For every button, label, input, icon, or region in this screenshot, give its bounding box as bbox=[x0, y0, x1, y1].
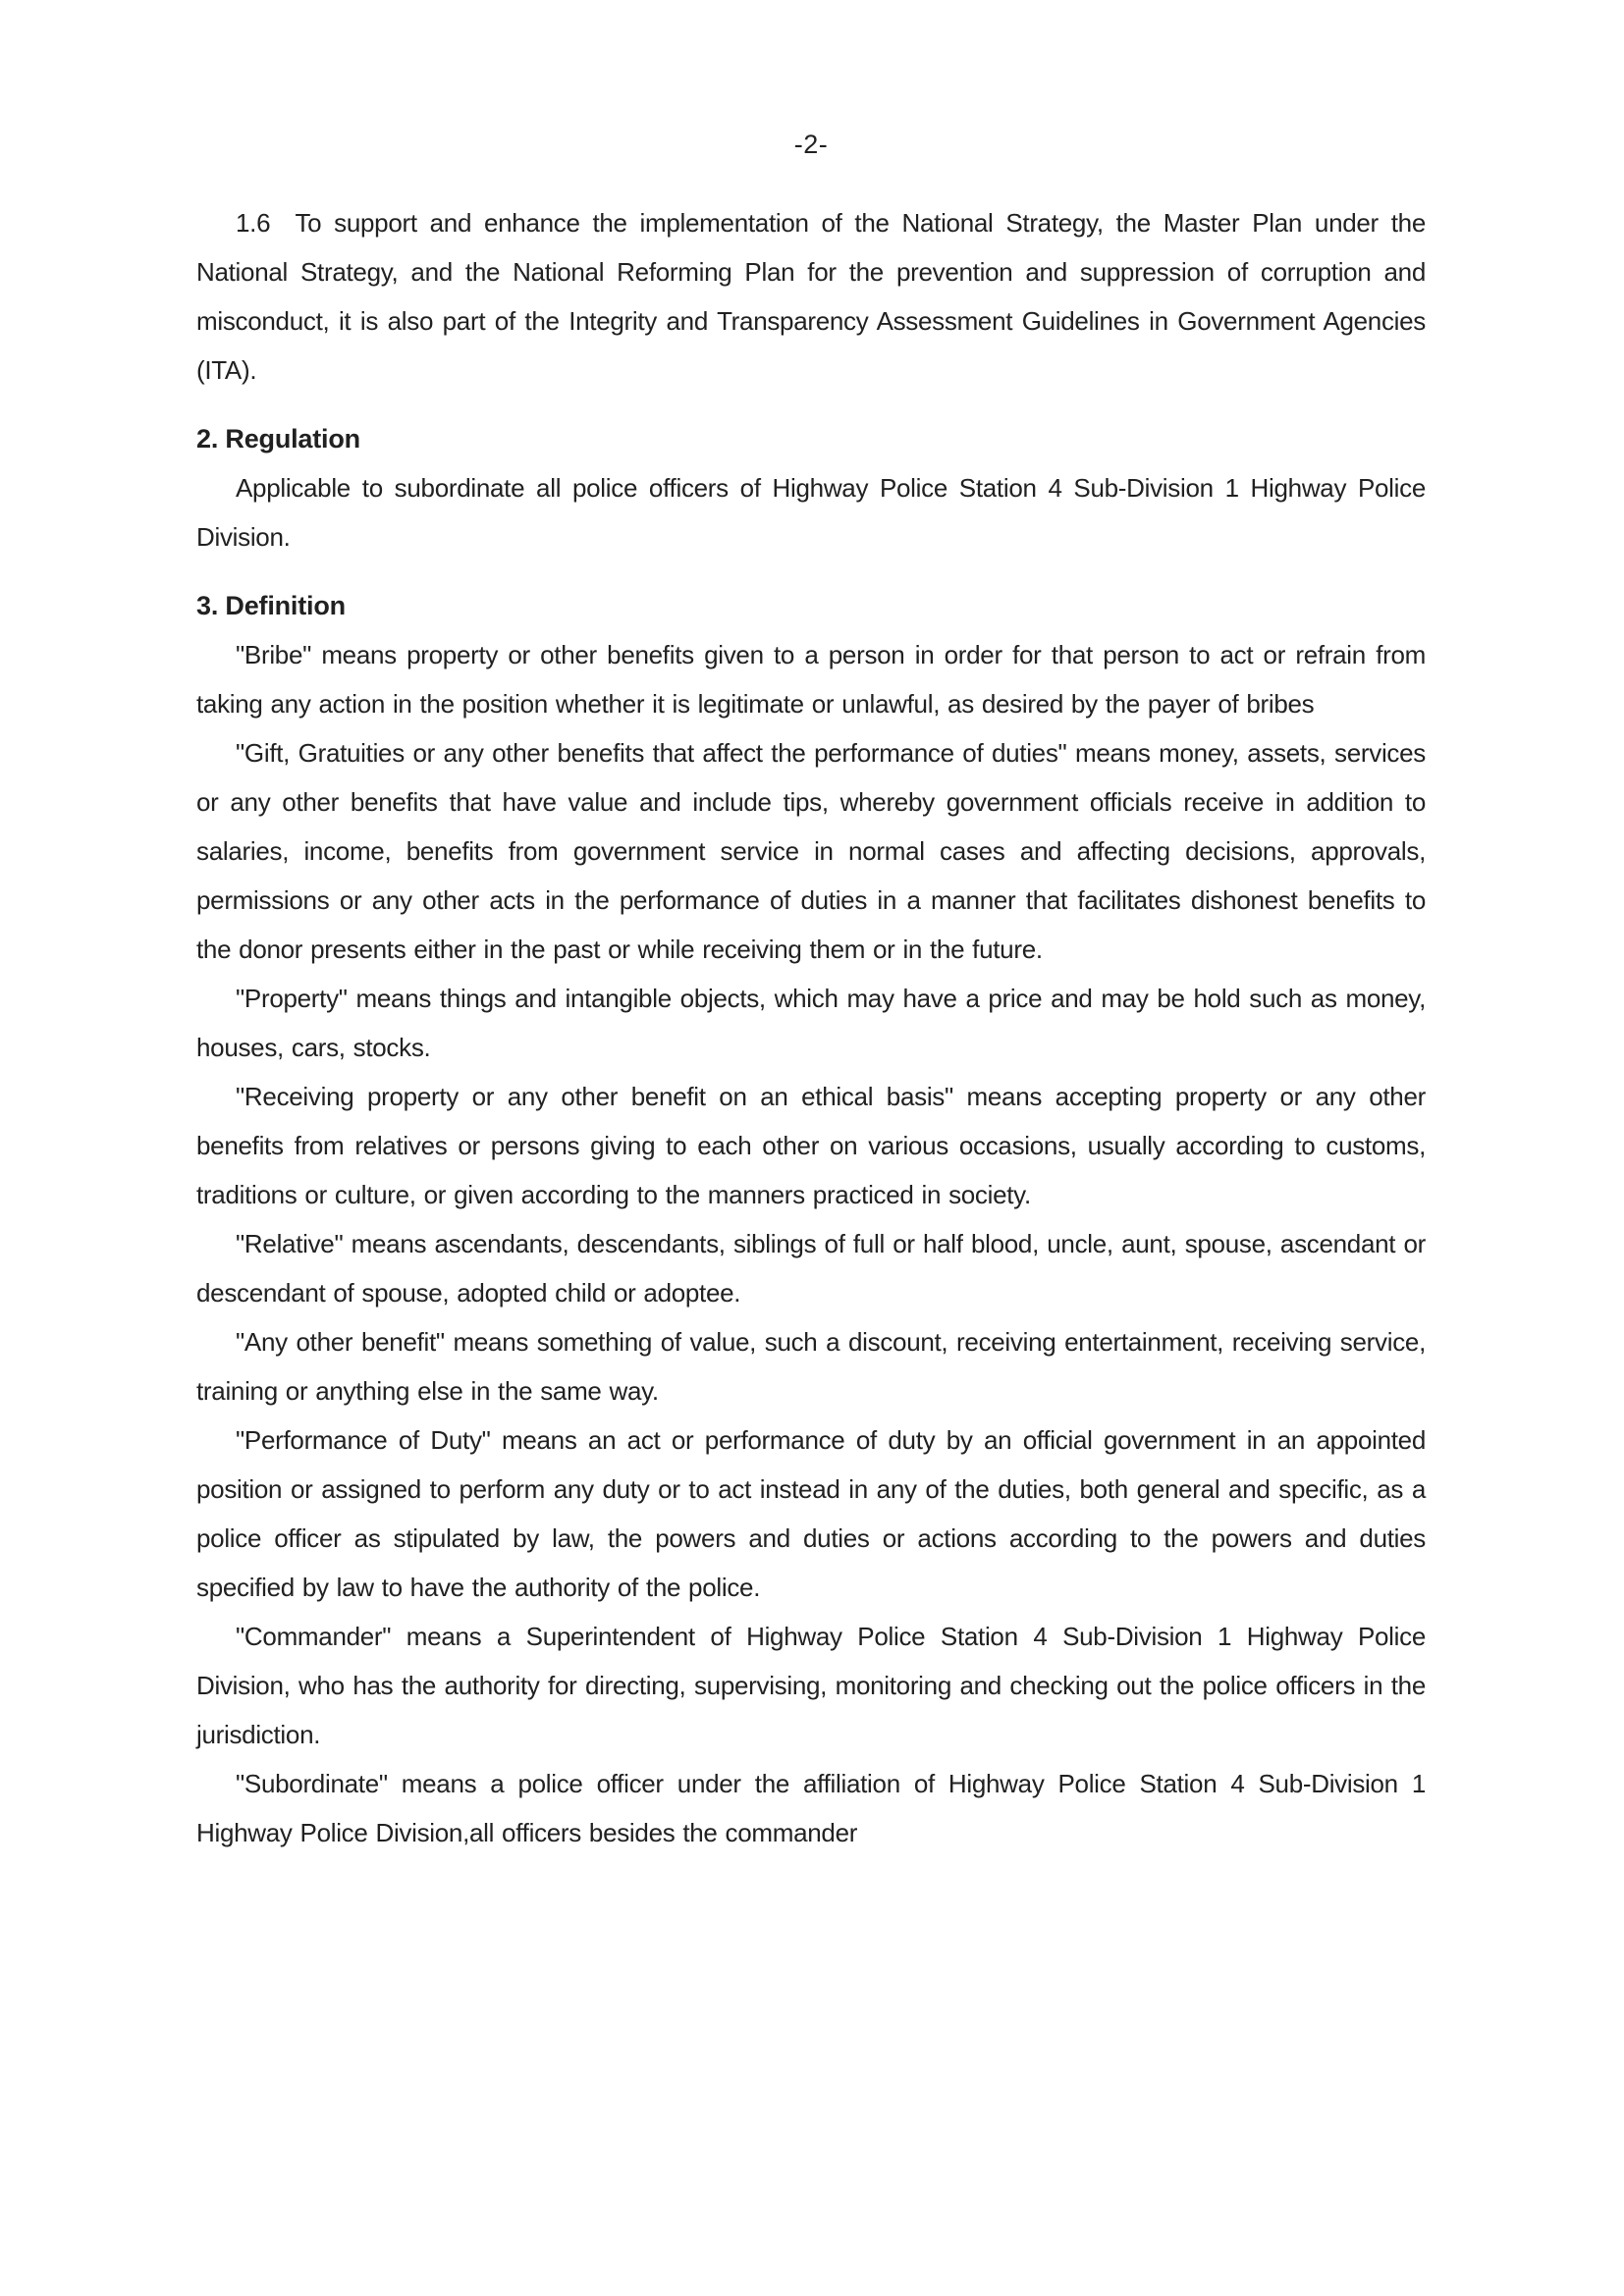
definition-gift-gratuities: "Gift, Gratuities or any other benefits that affect the performance of duties" means money, assets, services or any other benefits that have value and include tips, whereby government officials receive in addition to salaries, income, benefits from government service in normal cases and affecting decisions, approvals, permissions or any other acts in the performance of duties in a manner that facilitates dishonest benefits to the donor presents either in the past or while receiving them or in the future. bbox=[196, 738, 1426, 964]
definition-subordinate: "Subordinate" means a police officer under the affiliation of Highway Police Station 4 Sub-Division 1 Highway Police Division,all officers besides the commander bbox=[196, 1769, 1426, 1847]
paragraph-regulation-scope: Applicable to subordinate all police officers of Highway Police Station 4 Sub-Division 1 Highway Police Division. bbox=[196, 473, 1426, 552]
page-content bbox=[196, 0, 1426, 1857]
definition-receiving-property: "Receiving property or any other benefit on an ethical basis" means accepting property or any other benefits from relatives or persons giving to each other on various occasions, usually according to customs, traditions or culture, or given according to the manners practiced in society. bbox=[196, 1082, 1426, 1209]
heading-definition: 3. Definition bbox=[196, 591, 346, 620]
page-number: -2- bbox=[793, 130, 829, 159]
definition-relative: "Relative" means ascendants, descendants, siblings of full or half blood, uncle, aunt, spouse, ascendant or descendant of spouse, adopted child or adoptee. bbox=[196, 1229, 1426, 1308]
paragraph-1-6: 1.6 To support and enhance the implementation of the National Strategy, the Master Plan under the National Strategy, and the National Reforming Plan for the prevention and suppression of corruption and misconduct, it is also part of the Integrity and Transparency Assessment Guidelines in Government Agencies (ITA). bbox=[196, 208, 1426, 385]
definition-any-other-benefit: "Any other benefit" means something of value, such a discount, receiving entertainment, receiving service, training or anything else in the same way. bbox=[196, 1327, 1426, 1406]
definition-bribe: "Bribe" means property or other benefits given to a person in order for that person to act or refrain from taking any action in the position whether it is legitimate or unlawful, as desired by the payer of bribes bbox=[196, 640, 1426, 719]
definition-performance-of-duty: "Performance of Duty" means an act or performance of duty by an official government in an appointed position or assigned to perform any duty or to act instead in any of the duties, both general and specific, as a police officer as stipulated by law, the powers and duties or actions according to the powers and duties specified by law to have the authority of the police. bbox=[196, 1425, 1426, 1602]
heading-regulation: 2. Regulation bbox=[196, 424, 360, 454]
definition-property: "Property" means things and intangible objects, which may have a price and may be hold such as money, houses, cars, stocks. bbox=[196, 984, 1426, 1062]
definition-commander: "Commander" means a Superintendent of Highway Police Station 4 Sub-Division 1 Highway Police Division, who has the authority for directing, supervising, monitoring and checking out the police officers in the jurisdiction. bbox=[196, 1622, 1426, 1749]
